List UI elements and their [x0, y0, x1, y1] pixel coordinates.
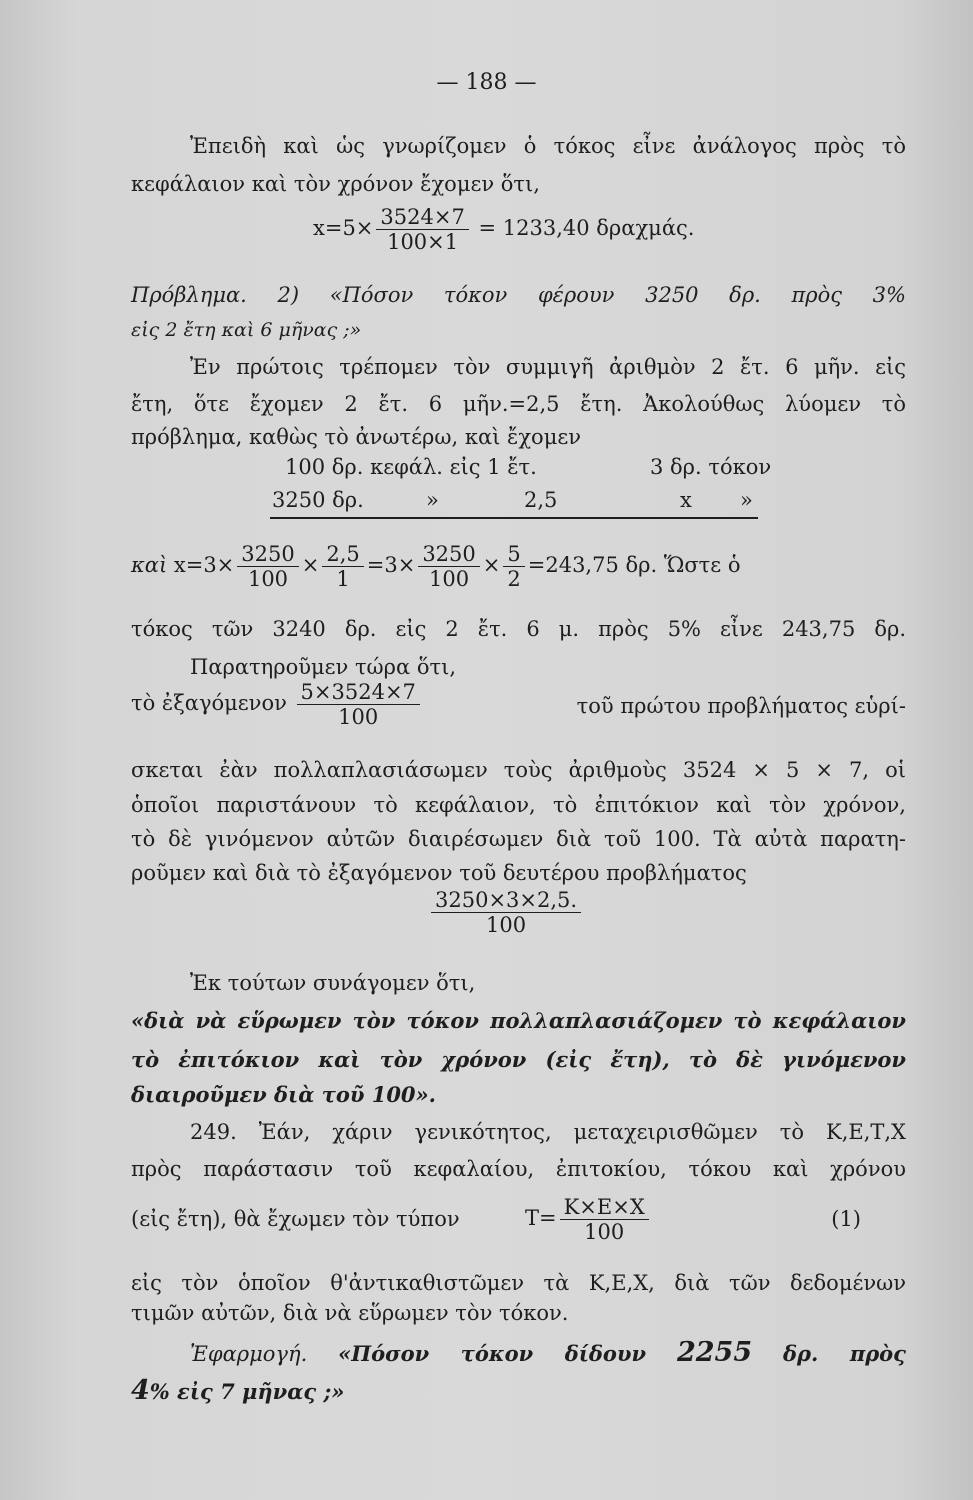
fraction-numerator: 2,5	[322, 542, 363, 567]
equation-2	[131, 542, 740, 591]
text-line: πρὸς παράστασιν τοῦ κεφαλαίου, ἐπιτοκίου, τόκου καὶ χρόνου	[131, 1157, 906, 1181]
application-amount: 2255	[676, 1337, 753, 1368]
text-line: τὸ δὲ γινόμενον αὐτῶν διαιρέσωμεν διὰ τοῦ 100. Τὰ αὐτὰ παρατη-	[131, 827, 906, 851]
section-249-heading: 249. Ἐάν, χάριν γενικότητος, μεταχειρισθῶμεν τὸ Κ,Ε,Τ,Χ	[190, 1120, 906, 1144]
proportion-row-2-time: 2,5	[524, 488, 558, 512]
equation-1	[313, 205, 694, 254]
proportion-row-2-x: x	[680, 488, 692, 512]
fraction-numerator: Κ×Ε×Χ	[560, 1195, 649, 1220]
page-number: — 188 —	[436, 70, 537, 95]
formula-lhs: Τ=	[525, 1206, 557, 1230]
equation-1-result: = 1233,40 δραχμάς.	[478, 216, 695, 240]
fraction-denominator: 100	[338, 705, 379, 729]
rule-line: διαιροῦμεν διὰ τοῦ 100».	[131, 1082, 436, 1107]
application-line-2	[131, 1376, 906, 1407]
text-line: τιμῶν αὐτῶν, διὰ νὰ εὕρωμεν τὸν τόκον.	[131, 1301, 569, 1325]
proportion-rule	[270, 517, 758, 519]
problem-2-text: «Πόσον τόκον φέρουν 3250 δρ. πρὸς 3%	[329, 283, 906, 307]
text-line: Ἐπειδὴ καὶ ὡς γνωρίζομεν ὁ τόκος εἶνε ἀνάλογος πρὸς τὸ	[190, 134, 906, 158]
problem-2-label: Πρόβλημα. 2)	[131, 283, 300, 307]
text-line: Παρατηροῦμεν τώρα ὅτι,	[190, 655, 457, 679]
formula-fraction	[560, 1195, 649, 1244]
text-line: Ἐν πρώτοις τρέπομεν τὸν συμμιγῆ ἀριθμὸν 2 ἔτ. 6 μῆν. εἰς	[190, 355, 906, 379]
equation-2-fraction-3	[418, 542, 479, 591]
result-line-end: τοῦ πρώτου προβλήματος εὑρί-	[576, 694, 906, 718]
rule-line: «διὰ νὰ εὕρωμεν τὸν τόκον πολλαπλασιάζομεν τὸ κεφάλαιον	[131, 1008, 906, 1033]
proportion-row-1-interest: 3 δρ. τόκον	[650, 455, 772, 479]
equation-1-fraction	[376, 205, 468, 254]
application-text: «Πόσον τόκον δίδουν	[338, 1341, 647, 1366]
equation-1-left: x=5×	[313, 216, 374, 240]
fraction-numerator: 5	[503, 542, 524, 567]
fraction-numerator: 3250	[418, 542, 479, 567]
text-line: σκεται ἐὰν πολλαπλασιάσωμεν τοὺς ἀριθμοὺς 3524 × 5 × 7, οἱ	[131, 758, 906, 782]
fraction-denominator: 100	[428, 567, 470, 591]
text-line: κεφάλαιον καὶ τὸν χρόνον ἔχομεν ὅτι,	[131, 172, 540, 196]
fraction-denominator: 2	[507, 567, 521, 591]
fraction-numerator: 3250	[237, 542, 298, 567]
equation-3	[428, 888, 584, 937]
fraction-numerator: 3524×7	[376, 205, 468, 230]
rule-line: τὸ ἐπιτόκιον καὶ τὸν χρόνον (εἰς ἔτη), τὸ δὲ γινόμενον	[131, 1047, 906, 1072]
equation-2-left: x=3×	[173, 553, 235, 577]
result-fraction	[297, 680, 420, 729]
fraction-numerator: 3250×3×2,5.	[431, 888, 581, 913]
result-line	[131, 680, 906, 729]
equation-2-fraction-2	[322, 542, 363, 591]
application-text-2: % εἰς 7 μῆνας ;»	[149, 1379, 345, 1404]
application-unit: δρ. πρὸς	[783, 1341, 906, 1366]
fraction-denominator: 100	[247, 567, 289, 591]
equation-2-result: =243,75 δρ. Ὥστε ὁ	[527, 553, 741, 577]
proportion-row-2-ditto-2: »	[740, 488, 753, 512]
equation-3-fraction	[431, 888, 581, 937]
text-line: ἔτη, ὅτε ἔχομεν 2 ἔτ. 6 μῆν.=2,5 ἔτη. Ἀκολούθως λύομεν τὸ	[131, 392, 906, 416]
fraction-denominator: 100	[485, 913, 527, 937]
text-line: ὁποῖοι παριστάνουν τὸ κεφάλαιον, τὸ ἐπιτόκιον καὶ τὸν χρόνον,	[131, 793, 906, 817]
fraction-numerator: 5×3524×7	[297, 680, 420, 705]
fraction-denominator: 100×1	[387, 230, 459, 254]
proportion-row-2-ditto: »	[426, 488, 439, 512]
equation-2-kai: καὶ	[131, 553, 168, 577]
application-rate: 4	[131, 1375, 150, 1406]
problem-2-line	[131, 280, 906, 310]
text-line: ροῦμεν καὶ διὰ τὸ ἐξαγόμενον τοῦ δευτέρου προβλήματος	[131, 861, 747, 885]
application-label: Ἐφαρμογή.	[190, 1342, 308, 1366]
fraction-denominator: 1	[336, 567, 350, 591]
formula-tag: (1)	[831, 1207, 861, 1231]
fraction-denominator: 100	[584, 1220, 625, 1244]
application-line	[190, 1338, 906, 1369]
text-line: τόκος τῶν 3240 δρ. εἰς 2 ἔτ. 6 μ. πρὸς 5% εἶνε 243,75 δρ.	[131, 617, 906, 641]
times-sign: ×	[301, 553, 320, 577]
proportion-row-2-capital: 3250 δρ.	[272, 488, 364, 512]
result-line-start: τὸ ἐξαγόμενον	[131, 691, 287, 715]
proportion-row-1: 100 δρ. κεφάλ. εἰς 1 ἔτ.	[285, 455, 537, 479]
equation-2-mid: =3×	[366, 553, 416, 577]
times-sign: ×	[482, 553, 501, 577]
text-line: Ἐκ τούτων συνάγομεν ὅτι,	[190, 971, 476, 995]
problem-2-text-2: εἰς 2 ἔτη καὶ 6 μῆνας ;»	[131, 319, 362, 341]
equation-2-fraction-4	[503, 542, 524, 591]
equation-2-fraction-1	[237, 542, 298, 591]
formula-line-text: (εἰς ἔτη), θὰ ἔχωμεν τὸν τύπον	[131, 1207, 460, 1231]
formula	[525, 1195, 652, 1244]
text-line: πρόβλημα, καθὼς τὸ ἀνωτέρω, καὶ ἔχομεν	[131, 425, 581, 449]
text-line: εἰς τὸν ὁποῖον θ'ἀντικαθιστῶμεν τὰ Κ,Ε,Χ, διὰ τῶν δεδομένων	[131, 1271, 906, 1295]
